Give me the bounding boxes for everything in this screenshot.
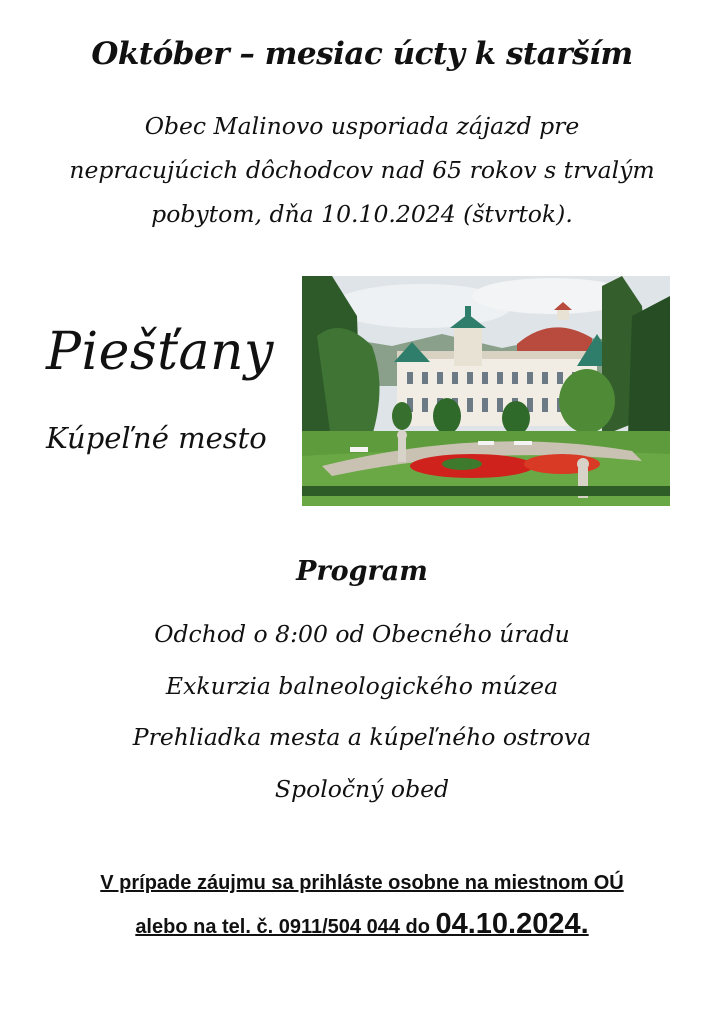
program-list xyxy=(0,612,724,818)
city-name: Piešťany xyxy=(46,322,274,382)
program-heading: Program xyxy=(296,556,428,587)
intro-text xyxy=(40,104,684,236)
program-item: Spoločný obed xyxy=(274,774,450,803)
program-item: Exkurzia balneologického múzea xyxy=(165,671,559,700)
program-item: Prehliadka mesta a kúpeľného ostrova xyxy=(132,723,592,751)
spa-photo xyxy=(302,276,670,506)
contact-phone-text: alebo na tel. č. 0911/504 044 do xyxy=(135,916,436,938)
spa-photo-illustration xyxy=(302,276,670,506)
intro-line: Obec Malinovo usporiada zájazd pre xyxy=(144,112,580,140)
city-subtitle: Kúpeľné mesto xyxy=(46,421,267,455)
registration-contact xyxy=(0,908,724,941)
page-title: Október – mesiac úcty k starším xyxy=(91,36,633,72)
intro-line: nepracujúcich dôchodcov nad 65 rokov s trvalým xyxy=(69,156,655,184)
intro-line: pobytom, dňa 10.10.2024 (štvrtok). xyxy=(151,200,573,228)
deadline-date: 04.10.2024. xyxy=(435,908,589,940)
registration-notice: V prípade záujmu sa prihláste osobne na miestnom OÚ xyxy=(100,872,624,894)
program-item: Odchod o 8:00 od Obecného úradu xyxy=(154,620,570,648)
